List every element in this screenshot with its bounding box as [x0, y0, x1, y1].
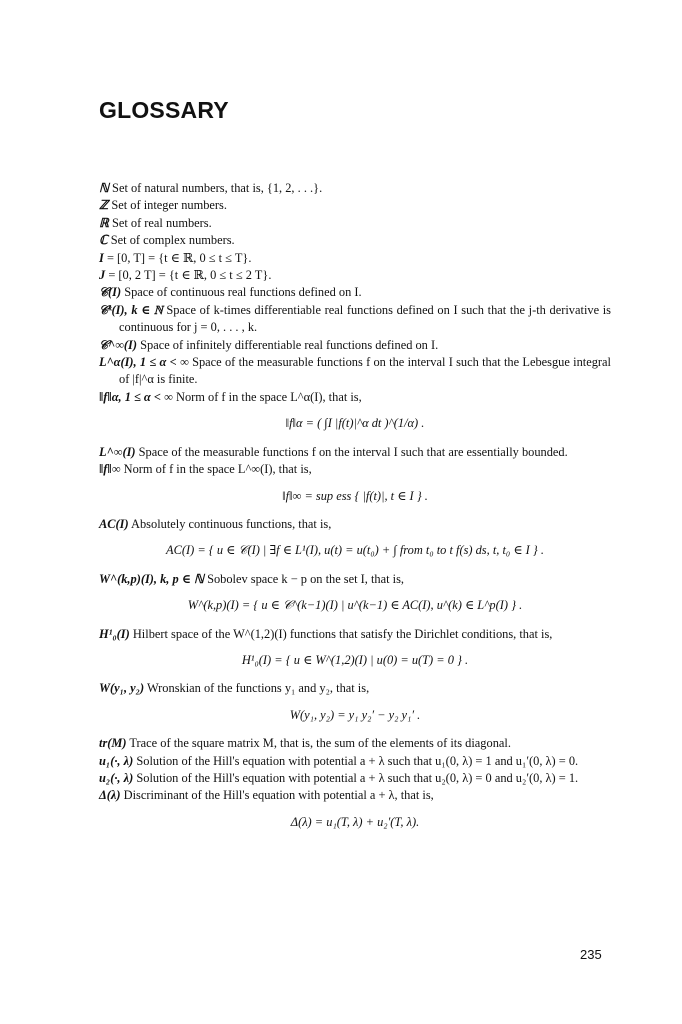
glossary-definition: Norm of f in the space L^∞(I), that is, — [123, 462, 312, 477]
glossary-list — [99, 180, 611, 842]
glossary-entry — [99, 389, 611, 406]
glossary-definition: Solution of the Hill's equation with potential a + λ such that u₁(0, λ) = 1 and u₁′(0, λ) = 0. — [136, 753, 579, 768]
glossary-term: u₂(·, λ) — [99, 770, 134, 785]
glossary-entry — [99, 215, 611, 232]
glossary-definition: Set of natural numbers, that is, {1, 2, . . .}. — [112, 181, 323, 195]
glossary-term: ℤ — [99, 198, 109, 213]
glossary-definition: Hilbert space of the W^(1,2)(I) functions that satisfy the Dirichlet conditions, that is, — [132, 626, 553, 641]
glossary-definition: Discriminant of the Hill's equation with potential a + λ, that is, — [123, 788, 434, 803]
glossary-entry — [99, 250, 611, 267]
glossary-entry — [99, 680, 611, 697]
glossary-term: 𝒞ᵏ(I), k ∈ ℕ — [99, 302, 163, 317]
glossary-entry — [99, 180, 611, 197]
glossary-term: tr(M) — [99, 736, 127, 751]
glossary-entry — [99, 197, 611, 214]
glossary-term: u₁(·, λ) — [99, 753, 134, 768]
glossary-entry — [99, 461, 611, 478]
glossary-definition: Sobolev space k − p on the set I, that is, — [207, 571, 405, 586]
glossary-definition: Set of integer numbers. — [111, 198, 227, 213]
glossary-term: ℂ — [99, 233, 108, 248]
glossary-term: 𝒞^∞(I) — [99, 337, 138, 352]
glossary-definition: Space of k-times differentiable real functions defined on I such that the j-th derivative is continuous for j = 0, . . . , k. — [119, 302, 612, 335]
glossary-entry — [99, 571, 611, 588]
display-formula: W^(k,p)(I) = { u ∈ 𝒞^(k−1)(I) | u^(k−1) ∈ AC(I), u^(k) ∈ L^p(I) } . — [187, 598, 523, 613]
display-formula: AC(I) = { u ∈ 𝒞(I) | ∃f ∈ L¹(I), u(t) = u(t₀) + ∫ from t₀ to t f(s) ds, t, t₀ ∈ I } . — [166, 543, 544, 558]
glossary-entry — [99, 267, 611, 284]
glossary-term: Δ(λ) — [99, 788, 121, 803]
glossary-term: L^α(I), 1 ≤ α < ∞ — [99, 355, 189, 370]
glossary-definition: Space of continuous real functions defined on I. — [124, 285, 362, 300]
glossary-entry — [99, 284, 611, 301]
glossary-definition: Space of infinitely differentiable real functions defined on I. — [140, 337, 439, 352]
glossary-definition: Norm of f in the space L^α(I), that is, — [176, 389, 362, 404]
glossary-term: I — [99, 250, 104, 265]
glossary-entry — [99, 770, 611, 787]
glossary-definition: Space of the measurable functions f on the interval I such that are essentially bounded. — [138, 444, 568, 459]
glossary-term: H¹₀(I) — [99, 626, 130, 641]
glossary-entry — [99, 444, 611, 461]
glossary-term: L^∞(I) — [99, 444, 136, 459]
glossary-entry — [99, 232, 611, 249]
glossary-definition: Set of real numbers. — [111, 215, 212, 230]
display-formula: H¹₀(I) = { u ∈ W^(1,2)(I) | u(0) = u(T) = 0 } . — [241, 652, 469, 667]
glossary-entry — [99, 302, 611, 337]
glossary-term: AC(I) — [99, 516, 129, 531]
page-number: 235 — [580, 947, 602, 962]
glossary-term: W(y₁, y₂) — [99, 681, 145, 696]
glossary-term: ℕ — [99, 181, 109, 195]
glossary-entry — [99, 753, 611, 770]
glossary-entry — [99, 516, 611, 533]
glossary-term: ‖f‖∞ — [99, 462, 121, 477]
glossary-term: ℝ — [99, 215, 109, 230]
glossary-definition: Space of the measurable functions f on the interval I such that the Lebesgue integral of |f|^α is finite. — [119, 355, 611, 387]
glossary-definition: = [0, T] = {t ∈ ℝ, 0 ≤ t ≤ T}. — [106, 250, 252, 265]
glossary-definition: Wronskian of the functions y₁ and y₂, that is, — [146, 681, 370, 696]
glossary-entry — [99, 337, 611, 354]
glossary-definition: = [0, 2 T] = {t ∈ ℝ, 0 ≤ t ≤ 2 T}. — [108, 268, 272, 283]
glossary-entry — [99, 626, 611, 643]
display-formula: W(y₁, y₂) = y₁ y₂′ − y₂ y₁′ . — [289, 707, 421, 722]
glossary-term: 𝒞(I) — [99, 285, 122, 300]
glossary-entry — [99, 787, 611, 804]
display-formula: ‖f‖α = ( ∫I |f(t)|^α dt )^(1/α) . — [285, 416, 425, 431]
page-title: GLOSSARY — [99, 97, 229, 123]
glossary-definition: Trace of the square matrix M, that is, the sum of the elements of its diagonal. — [129, 736, 511, 751]
display-formula: Δ(λ) = u₁(T, λ) + u₂′(T, λ). — [290, 814, 420, 829]
glossary-entry — [99, 735, 611, 752]
display-formula: ‖f‖∞ = sup ess { |f(t)|, t ∈ I } . — [282, 488, 428, 503]
glossary-entry — [99, 354, 611, 389]
glossary-definition: Solution of the Hill's equation with potential a + λ such that u₂(0, λ) = 0 and u₂′(0, λ) = 1. — [136, 770, 579, 785]
glossary-term: ‖f‖α, 1 ≤ α < ∞ — [99, 389, 173, 404]
glossary-term: W^(k,p)(I), k, p ∈ ℕ — [99, 571, 204, 586]
glossary-definition: Set of complex numbers. — [110, 233, 235, 248]
glossary-term: J — [99, 268, 106, 283]
glossary-definition: Absolutely continuous functions, that is, — [131, 516, 332, 531]
